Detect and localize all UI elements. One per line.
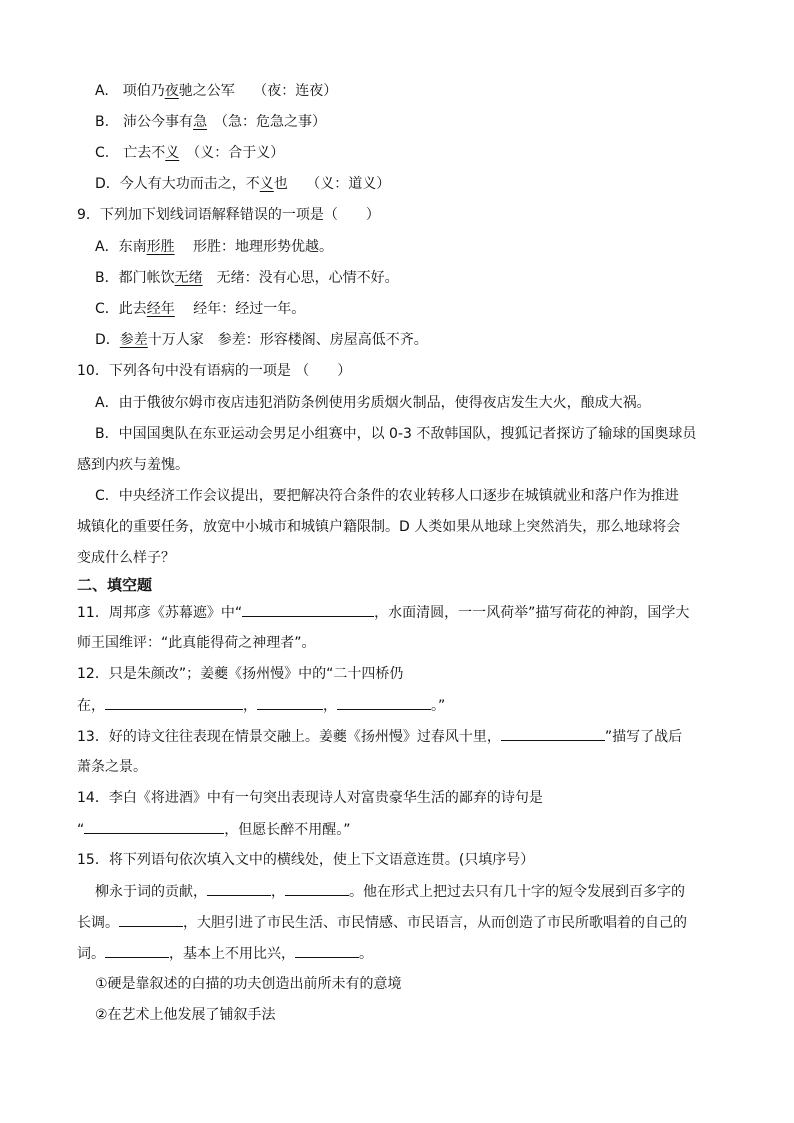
q9-stem: 9．下列加下划线词语解释错误的一项是（ ） bbox=[77, 207, 380, 223]
q10-option-a: A．由于俄彼尔姆市夜店违犯消防条例使用劣质烟火制品，使得夜店发生大火，酿成大祸。 bbox=[95, 395, 651, 411]
q9-option-a: A．东南形胜 形胜：地理形势优越。 bbox=[95, 239, 334, 255]
q10-option-b-line2: 感到内疚与羞愧。 bbox=[77, 457, 189, 473]
q15-blank-3[interactable] bbox=[119, 912, 183, 927]
q8-option-c: C. 亡去不义 （义：合于义） bbox=[95, 145, 285, 161]
q14-line1: 14．李白《将进酒》中有一句突出表现诗人对富贵豪华生活的鄙弃的诗句是 bbox=[77, 790, 543, 806]
q15-blank-4[interactable] bbox=[105, 943, 169, 958]
q13-line2: 萧条之景。 bbox=[77, 759, 147, 775]
q8-option-b: B. 沛公今事有急 （急：危急之事） bbox=[95, 114, 327, 130]
q15-blank-2[interactable] bbox=[285, 881, 349, 896]
q15-passage-line1: 柳永于词的贡献， ， 。他在形式上把过去只有几十字的短令发展到百多字的 bbox=[95, 881, 685, 902]
q11-line1: 11．周邦彦《苏幕遮》中“ ，水面清圆，一一风荷举”描写荷花的神韵，国学大 bbox=[77, 602, 689, 623]
q13-line1: 13．好的诗文往往表现在情景交融上。姜夔《扬州慢》过春风十里， ”描写了战后 bbox=[77, 726, 682, 747]
q15-option-1: ①硬是靠叙述的白描的功夫创造出前所未有的意境 bbox=[95, 976, 402, 992]
q12-line1: 12．只是朱颜改”；姜夔《扬州慢》中的“二十四桥仍 bbox=[77, 666, 404, 682]
q15-blank-5[interactable] bbox=[295, 943, 359, 958]
q8-option-a: A. 项伯乃夜驰之公军 （夜：连夜） bbox=[95, 83, 338, 99]
q12-blank-3[interactable] bbox=[337, 695, 431, 710]
q13-blank[interactable] bbox=[501, 726, 605, 741]
q8-option-d: D．今人有大功而击之，不义也 （义：道义） bbox=[95, 176, 391, 192]
q15-option-2: ②在艺术上他发展了铺叙手法 bbox=[95, 1007, 276, 1023]
q10-stem: 10．下列各句中没有语病的一项是 （ ） bbox=[77, 363, 352, 379]
q9-option-d: D．参差十万人家 参差：形容楼阁、房屋高低不齐。 bbox=[95, 332, 428, 348]
q11-line2: 师王国维评：“此真能得荷之神理者”。 bbox=[77, 635, 316, 651]
q15-passage-line2: 长调。 ，大胆引进了市民生活、市民情感、市民语言，从而创造了市民所歌唱着的自己的 bbox=[77, 912, 687, 933]
q15-passage-line3: 词。 ，基本上不用比兴， 。 bbox=[77, 943, 373, 964]
q15-blank-1[interactable] bbox=[207, 881, 271, 896]
q15-stem: 15．将下列语句依次填入文中的横线处，使上下文语意连贯。(只填序号） bbox=[77, 852, 535, 868]
q12-blank-2[interactable] bbox=[257, 695, 323, 710]
q14-blank[interactable] bbox=[84, 819, 224, 834]
section-heading-fill-in: 二、填空题 bbox=[77, 576, 153, 594]
q10-option-c-line2: 城镇化的重要任务，放宽中小城市和城镇户籍限制。D 人类如果从地球上突然消失，那么地球将会 bbox=[77, 519, 681, 535]
q12-line2: 在， ， ， 。” bbox=[77, 695, 445, 716]
q14-line2: “ ，但愿长醉不用醒。” bbox=[77, 819, 351, 840]
q11-blank[interactable] bbox=[242, 602, 374, 617]
q12-blank-1[interactable] bbox=[105, 695, 243, 710]
q9-option-b: B．都门帐饮无绪 无绪：没有心思，心情不好。 bbox=[95, 270, 399, 286]
q9-option-c: C．此去经年 经年：经过一年。 bbox=[95, 301, 306, 317]
q10-option-c-line3: 变成什么样子？ bbox=[77, 550, 175, 566]
q10-option-b-line1: B．中国国奥队在东亚运动会男足小组赛中，以 0-3 不敌韩国队，搜狐记者探访了输球的国奥球员 bbox=[95, 426, 697, 442]
q10-option-c-line1: C．中央经济工作会议提出，要把解决符合条件的农业转移人口逐步在城镇就业和落户作为推进 bbox=[95, 488, 679, 504]
